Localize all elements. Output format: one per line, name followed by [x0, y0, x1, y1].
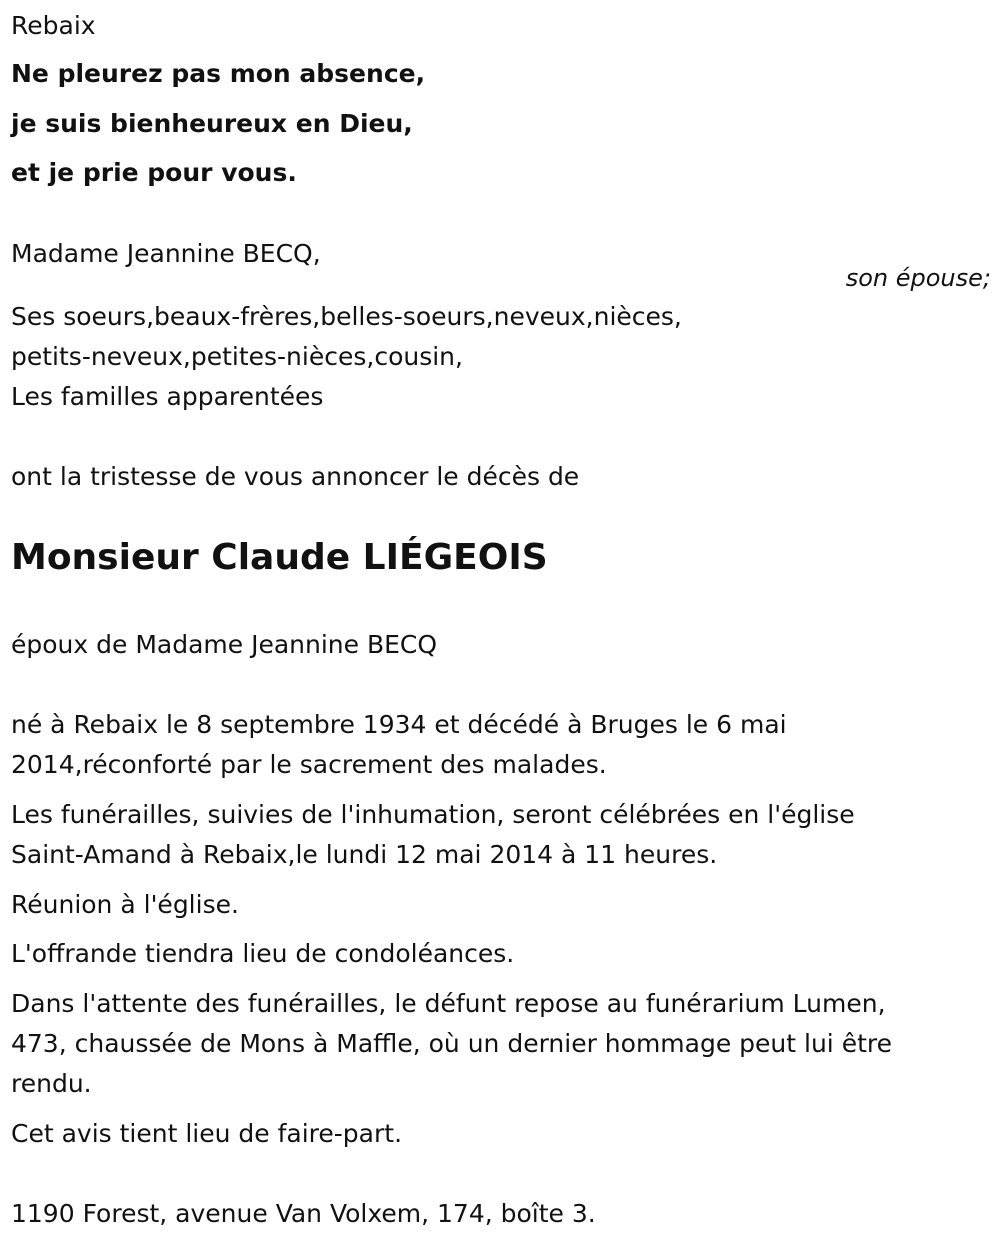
funerarium-line: 473, chaussée de Mons à Maffle, où un dernier hommage peut lui être	[11, 1029, 892, 1058]
funerarium-line: Dans l'attente des funérailles, le défunt repose au funérarium Lumen,	[11, 989, 886, 1018]
verse-line: et je prie pour vous.	[11, 158, 297, 187]
offering-text: L'offrande tiendra lieu de condoléances.	[11, 939, 515, 968]
birth-death-line: 2014,réconforté par le sacrement des malades.	[11, 750, 607, 779]
funerarium-line: rendu.	[11, 1069, 92, 1098]
family-line: Ses soeurs,beaux-frères,belles-soeurs,neveux,nièces,	[11, 302, 682, 331]
deceased-name: Monsieur Claude LIÉGEOIS	[11, 537, 548, 578]
funeral-line: Saint-Amand à Rebaix,le lundi 12 mai 2014 à 11 heures.	[11, 840, 718, 869]
birth-death-line: né à Rebaix le 8 septembre 1934 et décédé à Bruges le 6 mai	[11, 710, 787, 739]
place-name: Rebaix	[11, 11, 96, 40]
funeral-line: Les funérailles, suivies de l'inhumation, seront célébrées en l'église	[11, 800, 855, 829]
family-line: petits-neveux,petites-nièces,cousin,	[11, 342, 463, 371]
family-line: Les familles apparentées	[11, 382, 324, 411]
closing-text: Cet avis tient lieu de faire-part.	[11, 1119, 403, 1148]
verse-line: Ne pleurez pas mon absence,	[11, 59, 426, 88]
relation-text: époux de Madame Jeannine BECQ	[11, 630, 438, 659]
verse-line: je suis bienheureux en Dieu,	[11, 109, 413, 138]
spouse-role: son épouse;	[845, 264, 991, 292]
announcement-text: ont la tristesse de vous annoncer le décès de	[11, 462, 580, 491]
meeting-text: Réunion à l'église.	[11, 890, 239, 919]
address-text: 1190 Forest, avenue Van Volxem, 174, boîte 3.	[11, 1199, 596, 1228]
spouse-line: Madame Jeannine BECQ,	[11, 239, 321, 268]
